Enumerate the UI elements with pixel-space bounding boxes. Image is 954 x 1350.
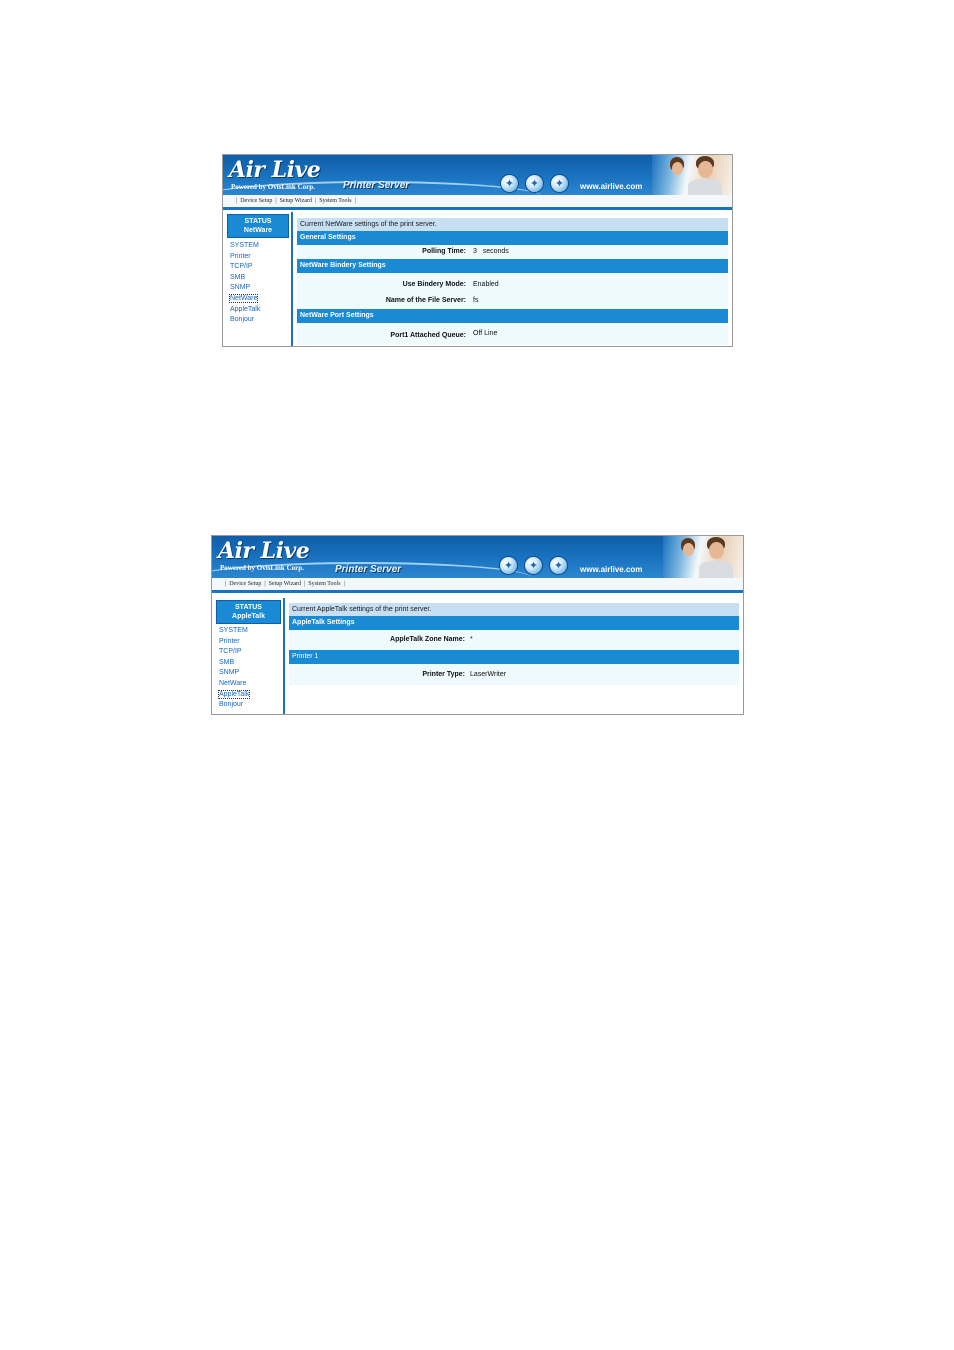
sidebar-item-bonjour[interactable]: Bonjour [219,701,244,709]
section-general-settings: General Settings [297,231,728,245]
header-photo [663,536,743,578]
appletalk-status-screenshot [211,535,744,715]
menu-system-tools[interactable]: System Tools [319,198,352,204]
globe-icon: ✦ [525,557,542,574]
product-title: Printer Server [343,180,410,191]
netware-status-screenshot [222,154,733,347]
sidebar-item-appletalk[interactable]: AppleTalk [219,690,250,698]
main-content [297,212,728,345]
sidebar-item-snmp[interactable]: SNMP [219,669,240,677]
row-printer-type: Printer Type: LaserWriter [289,664,739,685]
globe-icon: ✦ [551,175,568,192]
sidebar-item-smb[interactable]: SMB [230,273,246,281]
sidebar-header: STATUS AppleTalk [216,600,281,624]
section-printer-1: Printer 1 [289,650,739,664]
header-photo [652,155,732,195]
menu-setup-wizard[interactable]: Setup Wizard [268,581,302,587]
menu-device-setup[interactable]: Device Setup [240,198,273,204]
sidebar-item-printer[interactable]: Printer [230,252,251,260]
product-title: Printer Server [335,564,402,575]
sidebar [214,598,285,714]
website-url: www.airlive.com [580,565,643,574]
sidebar-item-smb[interactable]: SMB [219,658,235,666]
page-caption: Current AppleTalk settings of the print server. [289,603,739,616]
sidebar-item-snmp[interactable]: SNMP [230,284,251,292]
sidebar-item-tcpip[interactable]: TCP/IP [219,648,242,656]
globe-icon: ✦ [501,175,518,192]
menu-device-setup[interactable]: Device Setup [229,581,262,587]
row-polling-time: Polling Time: 3 seconds [297,245,728,259]
globe-icon: ✦ [550,557,567,574]
sidebar-item-tcpip[interactable]: TCP/IP [230,263,253,271]
website-url: www.airlive.com [580,182,643,191]
header-banner: Air Live Powered by OvisLink Corp. Printer Server ✦ ✦ ✦ www.airlive.com [223,155,732,195]
sidebar-item-netware[interactable]: NetWare [219,679,247,687]
row-zone-name: AppleTalk Zone Name: * [289,630,739,650]
sidebar-item-printer[interactable]: Printer [219,637,240,645]
top-menu: | Device Setup | Setup Wizard | System Tools | [212,578,743,593]
page-caption: Current NetWare settings of the print server. [297,218,728,231]
sidebar-item-system[interactable]: SYSTEM [219,627,248,634]
row-attached-queue: Port1 Attached Queue: Off Line [297,323,728,345]
sidebar-item-bonjour[interactable]: Bonjour [230,316,255,324]
globe-icon: ✦ [500,557,517,574]
section-appletalk-settings: AppleTalk Settings [289,616,739,630]
sidebar [225,212,293,346]
sidebar-item-appletalk[interactable]: AppleTalk [230,305,261,313]
top-menu: | Device Setup | Setup Wizard | System Tools | [223,195,732,210]
main-content [289,598,739,685]
globe-icon: ✦ [526,175,543,192]
section-bindery-settings: NetWare Bindery Settings [297,259,728,273]
section-port-settings: NetWare Port Settings [297,309,728,323]
header-banner: Air Live Powered by OvisLink Corp. Printer Server ✦ ✦ ✦ www.airlive.com [212,536,743,578]
sidebar-item-system[interactable]: SYSTEM [230,242,259,249]
rows-bindery: Use Bindery Mode: Enabled Name of the File Server: fs [297,273,728,309]
menu-system-tools[interactable]: System Tools [308,581,341,587]
menu-setup-wizard[interactable]: Setup Wizard [279,198,313,204]
sidebar-header: STATUS NetWare [227,214,289,238]
sidebar-item-netware[interactable]: NetWare [230,294,258,302]
